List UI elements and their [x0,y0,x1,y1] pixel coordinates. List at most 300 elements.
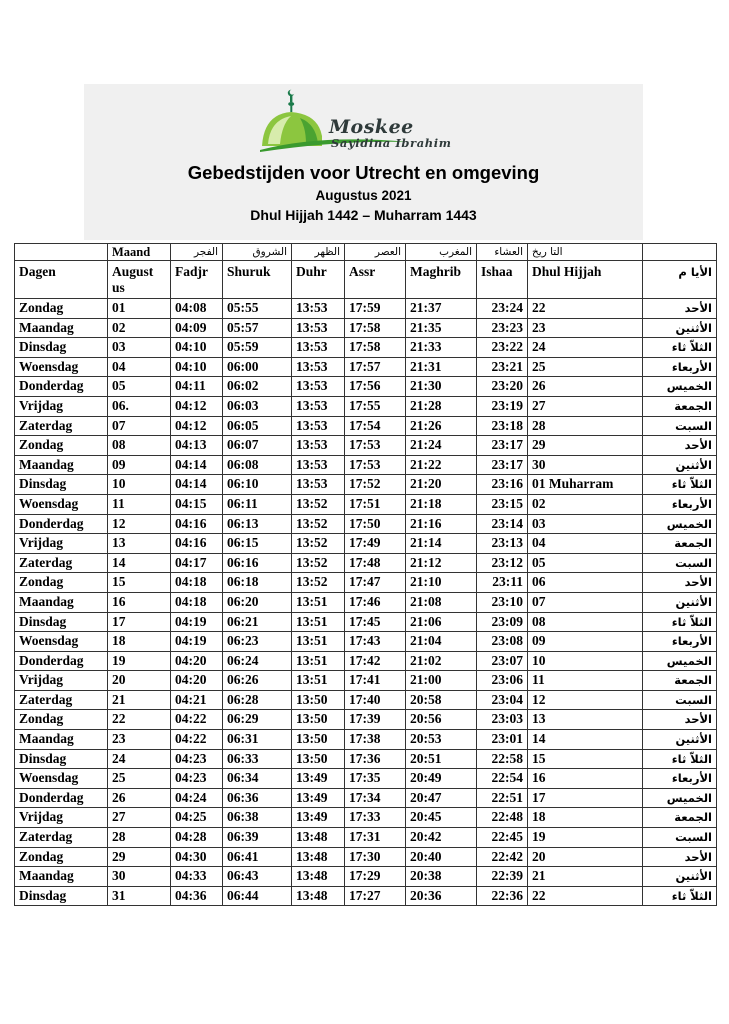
shuruk-cell: 06:43 [223,867,292,887]
hijri-date-cell: 12 [528,690,643,710]
hijri-date-cell: 14 [528,730,643,750]
shuruk-cell: 06:34 [223,769,292,789]
date-cell: 09 [108,455,171,475]
duhr-cell: 13:49 [292,808,345,828]
duhr-cell: 13:48 [292,828,345,848]
assr-cell: 17:51 [345,494,406,514]
fadjr-cell: 04:14 [171,475,223,495]
header-cell: Maand [108,244,171,261]
maghrib-cell: 21:20 [406,475,477,495]
assr-cell: 17:38 [345,730,406,750]
maghrib-cell: 21:37 [406,299,477,319]
assr-cell: 17:45 [345,612,406,632]
day-cell: Maandag [15,455,108,475]
date-cell: 25 [108,769,171,789]
fadjr-cell: 04:20 [171,671,223,691]
month-subtitle: Augustus 2021 [315,188,412,203]
arabic-day-cell: الأثنين [643,730,717,750]
arabic-day-cell: الثلاّ ثاء [643,886,717,906]
maghrib-cell: 21:04 [406,632,477,652]
table-row [15,808,717,828]
table-row [15,436,717,456]
fadjr-cell: 04:21 [171,690,223,710]
date-cell: 02 [108,318,171,338]
table-row [15,769,717,789]
hijri-date-cell: 11 [528,671,643,691]
arabic-day-cell: الثلاّ ثاء [643,338,717,358]
assr-cell: 17:33 [345,808,406,828]
shuruk-cell: 06:41 [223,847,292,867]
maghrib-cell: 20:38 [406,867,477,887]
table-row [15,573,717,593]
arabic-day-cell: الثلاّ ثاء [643,749,717,769]
column-header-row [15,261,717,299]
hijri-subtitle: Dhul Hijjah 1442 – Muharram 1443 [250,207,477,223]
date-cell: 28 [108,828,171,848]
ishaa-cell: 23:22 [477,338,528,358]
day-cell: Dinsdag [15,338,108,358]
header-cell [643,244,717,261]
duhr-cell: 13:50 [292,690,345,710]
duhr-cell: 13:53 [292,357,345,377]
fadjr-cell: 04:23 [171,749,223,769]
column-header-assr: Assr [345,261,406,299]
prayer-times-table [14,243,717,906]
date-cell: 29 [108,847,171,867]
hijri-date-cell: 24 [528,338,643,358]
day-cell: Zondag [15,436,108,456]
fadjr-cell: 04:17 [171,553,223,573]
date-cell: 10 [108,475,171,495]
date-cell: 21 [108,690,171,710]
duhr-cell: 13:50 [292,730,345,750]
shuruk-cell: 06:07 [223,436,292,456]
arabic-day-cell: السبت [643,553,717,573]
fadjr-cell: 04:30 [171,847,223,867]
date-cell: 04 [108,357,171,377]
hijri-date-cell: 27 [528,396,643,416]
duhr-cell: 13:53 [292,475,345,495]
table-row [15,553,717,573]
duhr-cell: 13:50 [292,710,345,730]
assr-cell: 17:48 [345,553,406,573]
hijri-date-cell: 09 [528,632,643,652]
header-cell: العشاء [477,244,528,261]
day-cell: Vrijdag [15,808,108,828]
date-cell: 17 [108,612,171,632]
fadjr-cell: 04:24 [171,788,223,808]
day-cell: Maandag [15,730,108,750]
column-header-hijri: Dhul Hijjah [528,261,643,299]
header-cell: الشروق [223,244,292,261]
hijri-date-cell: 17 [528,788,643,808]
arabic-day-cell: الخميس [643,514,717,534]
maghrib-cell: 21:24 [406,436,477,456]
maghrib-cell: 21:28 [406,396,477,416]
shuruk-cell: 06:10 [223,475,292,495]
date-cell: 27 [108,808,171,828]
header-cell: المغرب [406,244,477,261]
date-cell: 22 [108,710,171,730]
hijri-date-cell: 23 [528,318,643,338]
day-cell: Zaterdag [15,416,108,436]
date-cell: 20 [108,671,171,691]
arabic-day-cell: السبت [643,828,717,848]
fadjr-cell: 04:09 [171,318,223,338]
column-header-arabic-day: الأيا م [643,261,717,299]
day-cell: Donderdag [15,514,108,534]
assr-cell: 17:42 [345,651,406,671]
duhr-cell: 13:53 [292,396,345,416]
duhr-cell: 13:52 [292,514,345,534]
fadjr-cell: 04:18 [171,592,223,612]
shuruk-cell: 06:13 [223,514,292,534]
day-cell: Zondag [15,847,108,867]
duhr-cell: 13:49 [292,769,345,789]
hijri-date-cell: 19 [528,828,643,848]
date-cell: 05 [108,377,171,397]
hijri-date-cell: 30 [528,455,643,475]
maghrib-cell: 21:16 [406,514,477,534]
ishaa-cell: 23:18 [477,416,528,436]
duhr-cell: 13:53 [292,377,345,397]
day-cell: Donderdag [15,788,108,808]
fadjr-cell: 04:19 [171,632,223,652]
duhr-cell: 13:49 [292,788,345,808]
date-cell: 12 [108,514,171,534]
table-row [15,690,717,710]
arabic-day-cell: الأربعاء [643,357,717,377]
arabic-day-cell: الأثنين [643,867,717,887]
maghrib-cell: 21:18 [406,494,477,514]
fadjr-cell: 04:10 [171,338,223,358]
duhr-cell: 13:52 [292,553,345,573]
duhr-cell: 13:52 [292,573,345,593]
ishaa-cell: 23:23 [477,318,528,338]
ishaa-cell: 23:08 [477,632,528,652]
arabic-day-cell: الجمعة [643,671,717,691]
shuruk-cell: 06:03 [223,396,292,416]
fadjr-cell: 04:16 [171,514,223,534]
table-row [15,710,717,730]
hijri-date-cell: 22 [528,299,643,319]
maghrib-cell: 21:26 [406,416,477,436]
shuruk-cell: 06:08 [223,455,292,475]
table-row [15,847,717,867]
duhr-cell: 13:51 [292,592,345,612]
fadjr-cell: 04:19 [171,612,223,632]
assr-cell: 17:27 [345,886,406,906]
duhr-cell: 13:53 [292,318,345,338]
day-cell: Maandag [15,592,108,612]
day-cell: Maandag [15,318,108,338]
ishaa-cell: 23:10 [477,592,528,612]
table-row [15,299,717,319]
ishaa-cell: 23:03 [477,710,528,730]
header-cell: التا ريخ [528,244,643,261]
hijri-date-cell: 08 [528,612,643,632]
fadjr-cell: 04:33 [171,867,223,887]
duhr-cell: 13:53 [292,299,345,319]
table-row [15,318,717,338]
shuruk-cell: 06:11 [223,494,292,514]
day-cell: Dinsdag [15,749,108,769]
column-header-month: August us [108,261,171,299]
duhr-cell: 13:51 [292,671,345,691]
fadjr-cell: 04:14 [171,455,223,475]
assr-cell: 17:58 [345,338,406,358]
ishaa-cell: 23:14 [477,514,528,534]
arabic-day-cell: الأثنين [643,592,717,612]
shuruk-cell: 05:59 [223,338,292,358]
assr-cell: 17:34 [345,788,406,808]
day-cell: Zaterdag [15,828,108,848]
fadjr-cell: 04:25 [171,808,223,828]
fadjr-cell: 04:36 [171,886,223,906]
arabic-day-cell: الخميس [643,788,717,808]
maghrib-cell: 20:36 [406,886,477,906]
day-cell: Donderdag [15,651,108,671]
day-cell: Vrijdag [15,534,108,554]
duhr-cell: 13:53 [292,436,345,456]
arabic-day-cell: الأثنين [643,318,717,338]
hijri-date-cell: 28 [528,416,643,436]
ishaa-cell: 22:45 [477,828,528,848]
fadjr-cell: 04:12 [171,416,223,436]
assr-cell: 17:30 [345,847,406,867]
shuruk-cell: 06:16 [223,553,292,573]
shuruk-cell: 06:00 [223,357,292,377]
maghrib-cell: 20:51 [406,749,477,769]
duhr-cell: 13:50 [292,749,345,769]
day-cell: Maandag [15,867,108,887]
column-header-fadjr: Fadjr [171,261,223,299]
duhr-cell: 13:53 [292,338,345,358]
assr-cell: 17:41 [345,671,406,691]
fadjr-cell: 04:16 [171,534,223,554]
date-cell: 16 [108,592,171,612]
assr-cell: 17:53 [345,436,406,456]
hijri-date-cell: 13 [528,710,643,730]
hijri-date-cell: 16 [528,769,643,789]
assr-cell: 17:39 [345,710,406,730]
shuruk-cell: 06:38 [223,808,292,828]
fadjr-cell: 04:13 [171,436,223,456]
assr-cell: 17:35 [345,769,406,789]
ishaa-cell: 23:24 [477,299,528,319]
shuruk-cell: 05:55 [223,299,292,319]
table-row [15,475,717,495]
duhr-cell: 13:51 [292,632,345,652]
hijri-date-cell: 02 [528,494,643,514]
assr-cell: 17:58 [345,318,406,338]
page-title: Gebedstijden voor Utrecht en omgeving [187,162,540,183]
day-cell: Zaterdag [15,690,108,710]
ishaa-cell: 23:04 [477,690,528,710]
hijri-date-cell: 21 [528,867,643,887]
assr-cell: 17:55 [345,396,406,416]
maghrib-cell: 21:00 [406,671,477,691]
assr-cell: 17:53 [345,455,406,475]
table-row [15,534,717,554]
maghrib-cell: 21:06 [406,612,477,632]
arabic-day-cell: الثلاّ ثاء [643,612,717,632]
assr-cell: 17:29 [345,867,406,887]
hijri-date-cell: 06 [528,573,643,593]
ishaa-cell: 23:16 [477,475,528,495]
hijri-date-cell: 29 [528,436,643,456]
arabic-day-cell: الأربعاء [643,769,717,789]
assr-cell: 17:31 [345,828,406,848]
ishaa-cell: 23:13 [477,534,528,554]
date-cell: 19 [108,651,171,671]
day-cell: Zondag [15,573,108,593]
table-row [15,749,717,769]
shuruk-cell: 06:02 [223,377,292,397]
maghrib-cell: 21:14 [406,534,477,554]
arabic-header-row [15,244,717,261]
assr-cell: 17:50 [345,514,406,534]
date-cell: 14 [108,553,171,573]
day-cell: Zondag [15,710,108,730]
header-cell [15,244,108,261]
ishaa-cell: 23:17 [477,455,528,475]
hijri-date-cell: 18 [528,808,643,828]
duhr-cell: 13:53 [292,416,345,436]
fadjr-cell: 04:18 [171,573,223,593]
table-row [15,671,717,691]
header-cell: الظهر [292,244,345,261]
ishaa-cell: 23:06 [477,671,528,691]
hijri-date-cell: 26 [528,377,643,397]
ishaa-cell: 23:19 [477,396,528,416]
shuruk-cell: 06:26 [223,671,292,691]
fadjr-cell: 04:22 [171,710,223,730]
arabic-day-cell: السبت [643,690,717,710]
duhr-cell: 13:51 [292,651,345,671]
hijri-date-cell: 04 [528,534,643,554]
ishaa-cell: 22:54 [477,769,528,789]
maghrib-cell: 21:30 [406,377,477,397]
table-row [15,632,717,652]
shuruk-cell: 06:44 [223,886,292,906]
date-cell: 13 [108,534,171,554]
maghrib-cell: 21:22 [406,455,477,475]
shuruk-cell: 06:29 [223,710,292,730]
duhr-cell: 13:52 [292,494,345,514]
maghrib-cell: 20:58 [406,690,477,710]
arabic-day-cell: الجمعة [643,534,717,554]
fadjr-cell: 04:22 [171,730,223,750]
date-cell: 11 [108,494,171,514]
day-cell: Dinsdag [15,886,108,906]
hijri-date-cell: 03 [528,514,643,534]
ishaa-cell: 22:58 [477,749,528,769]
arabic-day-cell: الأحد [643,573,717,593]
arabic-day-cell: الأحد [643,847,717,867]
date-cell: 06. [108,396,171,416]
date-cell: 01 [108,299,171,319]
fadjr-cell: 04:08 [171,299,223,319]
duhr-cell: 13:48 [292,867,345,887]
duhr-cell: 13:52 [292,534,345,554]
maghrib-cell: 20:42 [406,828,477,848]
date-cell: 31 [108,886,171,906]
maghrib-cell: 21:12 [406,553,477,573]
shuruk-cell: 06:36 [223,788,292,808]
arabic-day-cell: الأحد [643,436,717,456]
assr-cell: 17:57 [345,357,406,377]
assr-cell: 17:36 [345,749,406,769]
day-cell: Donderdag [15,377,108,397]
day-cell: Vrijdag [15,671,108,691]
header-banner [84,84,643,240]
maghrib-cell: 20:47 [406,788,477,808]
hijri-date-cell: 07 [528,592,643,612]
shuruk-cell: 05:57 [223,318,292,338]
table-row [15,357,717,377]
day-cell: Zondag [15,299,108,319]
day-cell: Woensdag [15,769,108,789]
maghrib-cell: 21:31 [406,357,477,377]
arabic-day-cell: الأربعاء [643,632,717,652]
ishaa-cell: 23:09 [477,612,528,632]
fadjr-cell: 04:20 [171,651,223,671]
ishaa-cell: 22:42 [477,847,528,867]
shuruk-cell: 06:33 [223,749,292,769]
day-cell: Woensdag [15,494,108,514]
maghrib-cell: 21:08 [406,592,477,612]
maghrib-cell: 20:49 [406,769,477,789]
arabic-day-cell: الأثنين [643,455,717,475]
date-cell: 24 [108,749,171,769]
day-cell: Vrijdag [15,396,108,416]
date-cell: 15 [108,573,171,593]
assr-cell: 17:52 [345,475,406,495]
ishaa-cell: 22:48 [477,808,528,828]
ishaa-cell: 23:15 [477,494,528,514]
hijri-date-cell: 01 Muharram [528,475,643,495]
table-row [15,592,717,612]
hijri-date-cell: 25 [528,357,643,377]
ishaa-cell: 23:12 [477,553,528,573]
ishaa-cell: 23:11 [477,573,528,593]
date-cell: 08 [108,436,171,456]
date-cell: 26 [108,788,171,808]
date-cell: 18 [108,632,171,652]
date-cell: 30 [108,867,171,887]
ishaa-cell: 23:07 [477,651,528,671]
maghrib-cell: 21:10 [406,573,477,593]
maghrib-cell: 21:35 [406,318,477,338]
shuruk-cell: 06:20 [223,592,292,612]
shuruk-cell: 06:39 [223,828,292,848]
day-cell: Woensdag [15,632,108,652]
ishaa-cell: 23:17 [477,436,528,456]
duhr-cell: 13:48 [292,886,345,906]
table-row [15,455,717,475]
day-cell: Dinsdag [15,612,108,632]
ishaa-cell: 22:36 [477,886,528,906]
table-row [15,867,717,887]
assr-cell: 17:43 [345,632,406,652]
shuruk-cell: 06:15 [223,534,292,554]
hijri-date-cell: 22 [528,886,643,906]
arabic-day-cell: الخميس [643,651,717,671]
assr-cell: 17:54 [345,416,406,436]
day-cell: Dinsdag [15,475,108,495]
column-header-shuruk: Shuruk [223,261,292,299]
